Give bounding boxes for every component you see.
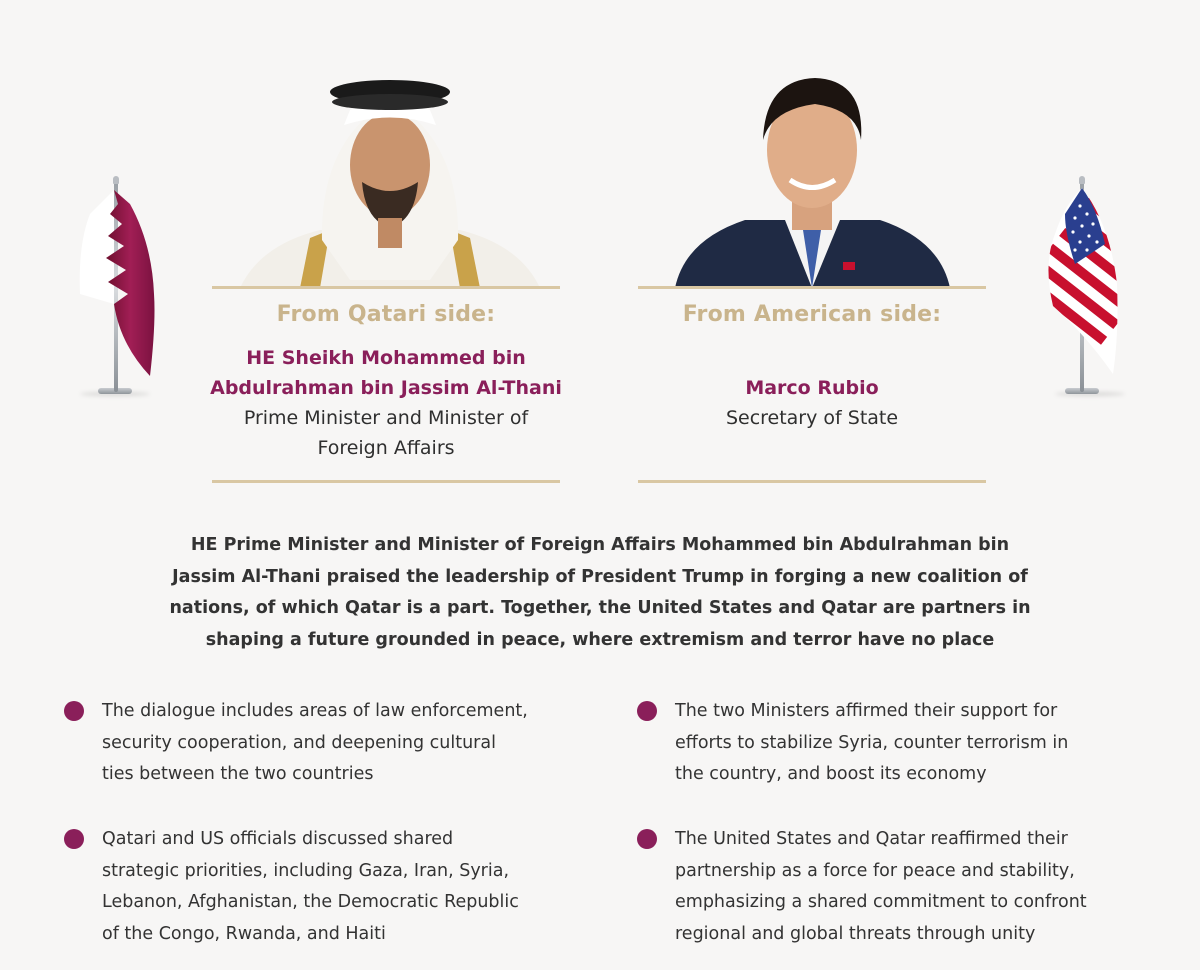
summary-line: Jassim Al-Thani praised the leadership of President Trump in forging a new coalition of [172, 566, 1028, 587]
american-top-rule [638, 286, 986, 289]
summary-line: shaping a future grounded in peace, where extremism and terror have no place [205, 629, 995, 650]
american-name: Marco Rubio [745, 377, 879, 399]
bullet-dot-icon [64, 829, 84, 849]
summary-line: HE Prime Minister and Minister of Foreign Affairs Mohammed bin Abdulrahman bin [190, 535, 1010, 555]
bullet-dot-icon [637, 701, 657, 721]
qatari-bottom-rule [212, 480, 560, 483]
bullet-line: ties between the two countries [102, 764, 374, 784]
bullet-item [64, 824, 564, 954]
american-secretary-portrait [675, 70, 950, 288]
qatari-minister-portrait [240, 70, 540, 288]
bullet-line: The two Ministers affirmed their support for [675, 701, 1058, 721]
bullet-line: Lebanon, Afghanistan, the Democratic Republic [102, 892, 519, 912]
bullet-line: security cooperation, and deepening cultural [102, 732, 496, 753]
bullet-line: strategic priorities, including Gaza, Iran, Syria, [102, 860, 510, 881]
bullet-line: partnership as a force for peace and stability, [675, 860, 1075, 881]
qatar-flag [70, 170, 170, 400]
bullet-item [64, 696, 564, 796]
american-role: Secretary of State [725, 407, 899, 429]
bullet-line: efforts to stabilize Syria, counter terrorism in [675, 732, 1069, 753]
us-flag-cloth-icon [1035, 184, 1135, 384]
bullet-dot-icon [637, 829, 657, 849]
bullet-line: Qatari and US officials discussed shared [102, 829, 454, 849]
bullet-line: The United States and Qatar reaffirmed their [675, 829, 1068, 849]
bullet-line: regional and global threats through unity [675, 923, 1036, 944]
summary-line: nations, of which Qatar is a part. Together, the United States and Qatar are partners in [169, 598, 1031, 618]
american-bottom-rule [638, 480, 986, 483]
bullet-line: The dialogue includes areas of law enforcement, [102, 701, 528, 721]
summary-paragraph [150, 530, 1050, 656]
bullet-item [637, 696, 1137, 796]
qatari-role-line1: Prime Minister and Minister of [243, 407, 529, 429]
bullet-line: of the Congo, Rwanda, and Haiti [102, 923, 386, 944]
american-side-title: From American side: [682, 302, 942, 327]
qatar-flag-cloth-icon [70, 184, 170, 384]
qatari-name-line1: HE Sheikh Mohammed bin [246, 347, 526, 369]
qatari-side-title: From Qatari side: [276, 302, 496, 327]
bullet-item [637, 824, 1137, 954]
qatari-name-line2: Abdulrahman bin Jassim Al-Thani [210, 377, 562, 399]
bullet-dot-icon [64, 701, 84, 721]
us-flag [1035, 170, 1135, 400]
qatari-top-rule [212, 286, 560, 289]
bullet-line: emphasizing a shared commitment to confront [675, 892, 1087, 912]
bullet-line: the country, and boost its economy [675, 764, 987, 784]
qatari-role-line2: Foreign Affairs [317, 437, 455, 459]
